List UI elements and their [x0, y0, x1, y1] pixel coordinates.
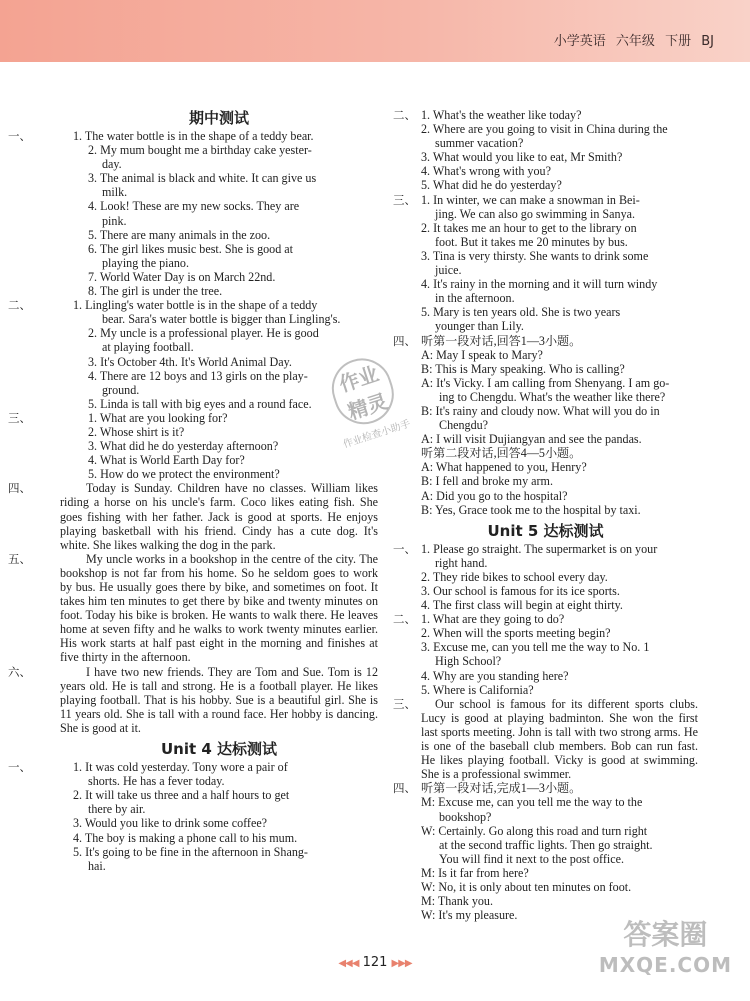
text-line: 1. What are they going to do?	[421, 612, 565, 627]
dialog-line: B: It's rainy and cloudy now. What will you do in	[421, 403, 660, 418]
section-label: 三、	[8, 410, 31, 425]
text-line: foot. But it takes me 20 minutes by bus.	[435, 234, 628, 249]
text-line: jing. We can also go swimming in Sanya.	[435, 206, 636, 221]
right-u5-4	[393, 781, 698, 922]
right-column	[393, 108, 698, 922]
text-line: 1. The water bottle is in the shape of a teddy bear.	[73, 129, 314, 143]
text-line: 5. Mary is ten years old. She is two years	[421, 305, 621, 320]
section-label: 六、	[8, 664, 31, 679]
dialog-line: M: Is it far from here?	[421, 865, 529, 880]
text-line: 1. In winter, we can make a snowman in Bei-	[421, 192, 640, 207]
right-s2	[393, 108, 698, 193]
text-line: at playing football.	[102, 340, 194, 355]
dialog-line: A: It's Vicky. I am calling from Shenyang. I am go-	[421, 375, 670, 390]
dialog-line: M: Thank you.	[421, 894, 494, 909]
left-s1	[8, 129, 378, 299]
section-label: 一、	[393, 541, 416, 556]
paragraph: Our school is famous for its different sports clubs. Lucy is good at playing badminton. She won the first last sports meeting. John is tall with two strong arms. He is one of the baseball club members. Bob can run fast. He likes playing football. Vicky is good at swimming. She is a professional swimmer.	[421, 696, 698, 782]
section-label: 四、	[393, 333, 416, 348]
dialog-line: bookshop?	[439, 809, 492, 824]
text-line: 3. Excuse me, can you tell me the way to No. 1	[421, 640, 650, 655]
text-line: High School?	[435, 654, 502, 669]
dialog-line: A: Did you go to the hospital?	[421, 488, 568, 503]
left-s4	[8, 481, 378, 552]
text-line: 4. Why are you standing here?	[421, 668, 569, 683]
text-line: 8. The girl is under the tree.	[88, 284, 223, 299]
text-line: 2. It takes me an hour to get to the library on	[421, 220, 637, 235]
dialog-line: W: No, it is only about ten minutes on foot.	[421, 879, 632, 894]
right-s3	[393, 193, 698, 334]
page-number: 121	[362, 955, 388, 970]
section-label: 四、	[8, 481, 31, 496]
text-line: 1. It was cold yesterday. Tony wore a pair of	[73, 760, 288, 775]
instruction: 听第一段对话,完成1—3小题。	[421, 781, 582, 796]
dialog-line: A: What happened to you, Henry?	[421, 460, 587, 475]
text-line: 4. What's wrong with you?	[421, 164, 551, 179]
text-line: 5. There are many animals in the zoo.	[88, 227, 271, 242]
text-line: 4. Look! These are my new socks. They are	[88, 199, 300, 214]
text-line: ground.	[102, 382, 140, 397]
section-label: 二、	[393, 108, 416, 122]
section-label: 三、	[393, 192, 416, 207]
text-line: juice.	[435, 263, 462, 278]
text-line: 2. My uncle is a professional player. He is good	[88, 326, 319, 341]
text-line: 3. Would you like to drink some coffee?	[73, 816, 268, 831]
text-line: 5. What did he do yesterday?	[421, 178, 562, 193]
text-line: 5. How do we protect the environment?	[88, 467, 280, 482]
text-line: 3. It's October 4th. It's World Animal Day.	[88, 354, 292, 369]
text-line: 2. When will the sports meeting begin?	[421, 626, 611, 641]
right-u5-2	[393, 612, 698, 697]
text-line: right hand.	[435, 555, 488, 570]
dialog-line: Chengdu?	[439, 418, 489, 433]
dialog-line: B: I fell and broke my arm.	[421, 474, 553, 489]
text-line: 5. Linda is tall with big eyes and a round face.	[88, 396, 312, 411]
dialog-line: W: Certainly. Go along this road and turn right	[421, 823, 648, 838]
book-info	[554, 30, 714, 49]
text-line: bear. Sara's water bottle is bigger than Lingling's.	[102, 312, 341, 327]
text-line: summer vacation?	[435, 136, 524, 151]
prev-arrows-icon: ◀◀◀	[338, 958, 359, 969]
text-line: 1. What are you looking for?	[88, 410, 228, 425]
stamp-caption: 作业检查小助手	[341, 418, 412, 451]
dialog-line: B: This is Mary speaking. Who is calling?	[421, 361, 625, 376]
dialog-line: at the second traffic lights. Then go straight.	[439, 837, 653, 852]
text-line: 5. Where is California?	[421, 682, 534, 697]
dialog-line: M: Excuse me, can you tell me the way to the	[421, 795, 643, 810]
dialog-line: ing to Chengdu. What's the weather like there?	[439, 389, 666, 404]
section-label: 二、	[8, 298, 31, 313]
text-line: in the afternoon.	[435, 291, 515, 306]
grade: 六年级	[615, 34, 655, 49]
text-line: 5. It's going to be fine in the afternoon in Shang-	[73, 844, 308, 859]
paragraph: I have two new friends. They are Tom and Sue. Tom is 12 years old. He is tall and strong. He is a football player. He likes playing football. That is his hobby. Sue is a beautiful girl. She is 11 years old. She is tall with a round face. Her hobby is dancing. She is good at it.	[60, 664, 378, 735]
text-line: 3. What would you like to eat, Mr Smith?	[421, 150, 623, 165]
text-line: 7. World Water Day is on March 22nd.	[88, 269, 276, 284]
watermark-url: MXQE.COM	[598, 953, 732, 977]
text-line: 1. What's the weather like today?	[421, 108, 582, 122]
subject: 小学英语	[553, 34, 606, 49]
text-line: 3. Our school is famous for its ice sports.	[421, 584, 620, 598]
watermark-line1: 答案圈	[623, 918, 708, 951]
paragraph: My uncle works in a bookshop in the centre of the city. The bookshop is not far from his home. So he seldom goes to work by bus. He usually goes there by bike, and sometimes on foot. It takes him ten minutes to get there by bike and twenty minutes on foot. Today his bike is broken. He wants to walk there. He leaves home at seven fifty and he walks to work twenty minutes earlier. His work starts at half past eight in the morning and finishes at five thirty in the afternoon.	[60, 551, 378, 665]
text-line: playing the piano.	[102, 255, 189, 270]
text-line: 1. Lingling's water bottle is in the shape of a teddy	[73, 298, 318, 313]
page-header	[0, 0, 750, 62]
left-s5	[8, 551, 378, 665]
dialog-line: You will find it next to the post office.	[439, 851, 624, 866]
text-line: 6. The girl likes music best. She is good at	[88, 241, 294, 256]
text-line: there by air.	[88, 802, 146, 817]
text-line: 4. It's rainy in the morning and it will turn windy	[421, 277, 658, 292]
left-u4	[8, 760, 378, 873]
next-arrows-icon: ▶▶▶	[391, 958, 412, 969]
section-label: 二、	[393, 612, 416, 627]
right-u5-1	[393, 542, 698, 612]
text-line: shorts. He has a fever today.	[88, 774, 225, 789]
unit4-title: Unit 4 达标测试	[160, 740, 278, 759]
text-line: 2. My mum bought me a birthday cake yester-	[88, 143, 312, 158]
instruction: 听第一段对话,回答1—3小题。	[421, 333, 582, 348]
dialog-line: B: Yes, Grace took me to the hospital by taxi.	[421, 502, 641, 517]
watermark	[599, 920, 732, 980]
text-line: 2. Where are you going to visit in China during the	[421, 122, 668, 137]
midterm-title: 期中测试	[188, 109, 249, 127]
text-line: 2. It will take us three and a half hours to get	[73, 788, 290, 803]
text-line: pink.	[102, 213, 127, 228]
text-line: 3. What did he do yesterday afternoon?	[88, 439, 279, 454]
right-s4	[393, 334, 698, 517]
section-label: 五、	[8, 551, 31, 566]
section-label: 四、	[393, 781, 416, 796]
text-line: 2. Whose shirt is it?	[88, 424, 185, 439]
stamp-line1: 作业	[336, 361, 382, 397]
left-s6	[8, 664, 378, 735]
text-line: 3. Tina is very thirsty. She wants to drink some	[421, 248, 649, 263]
text-line: hai.	[88, 858, 106, 873]
paragraph: Today is Sunday. Children have no classes. William likes riding a horse on his uncle's farm. Coco likes eating fish. She goes fishing with her father. Jack is good at sports. He enjoys playing basketball with his friend. Cindy has a cute dog. It's white. She likes walking the dog in the park.	[60, 481, 378, 552]
text-line: 3. The animal is black and white. It can give us	[88, 171, 317, 186]
left-column	[8, 100, 378, 873]
text-line: day.	[102, 157, 122, 172]
text-line: 2. They ride bikes to school every day.	[421, 569, 608, 584]
text-line: younger than Lily.	[435, 319, 524, 334]
volume: 下册	[665, 34, 692, 49]
dialog-line: A: I will visit Dujiangyan and see the pandas.	[421, 432, 642, 447]
section-label: 一、	[8, 129, 31, 143]
instruction: 听第二段对话,回答4—5小题。	[421, 446, 582, 461]
text-line: 4. The boy is making a phone call to his mum.	[73, 830, 298, 845]
section-label: 三、	[393, 696, 416, 711]
stamp-line2: 精灵	[345, 388, 391, 425]
text-line: 4. What is World Earth Day for?	[88, 453, 245, 468]
text-line: 1. Please go straight. The supermarket is on your	[421, 541, 658, 556]
unit5-title: Unit 5 达标测试	[487, 521, 604, 540]
dialog-line: A: May I speak to Mary?	[421, 347, 543, 362]
section-label: 一、	[8, 760, 31, 775]
text-line: milk.	[102, 185, 128, 200]
dialog-line: W: It's my pleasure.	[421, 908, 518, 923]
text-line: 4. The first class will begin at eight thirty.	[421, 598, 623, 613]
right-u5-3	[393, 697, 698, 782]
text-line: 4. There are 12 boys and 13 girls on the play-	[88, 368, 308, 383]
edition: BJ	[701, 34, 714, 49]
